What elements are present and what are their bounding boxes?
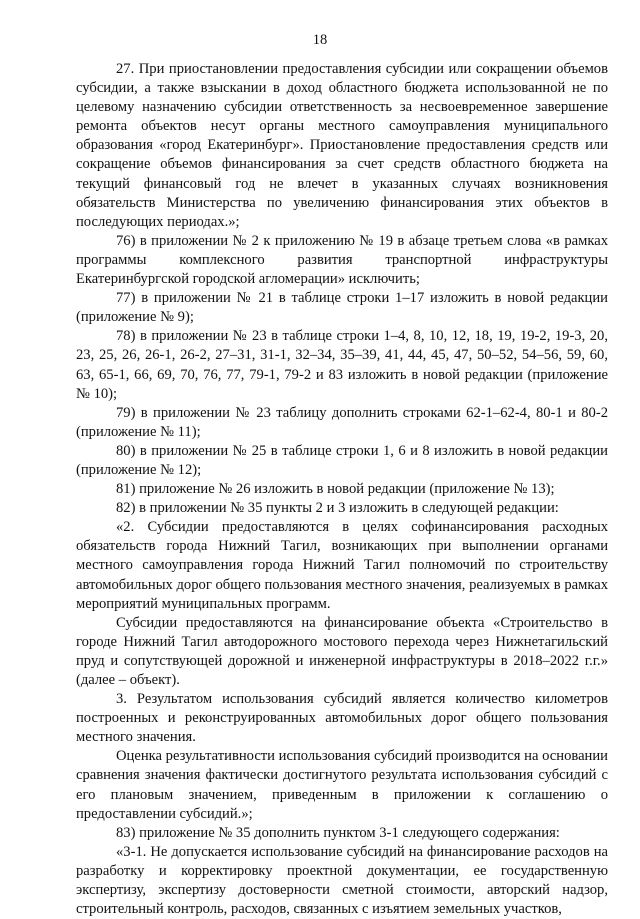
paragraph-80: 80) в приложении № 25 в таблице строки 1, 6 и 8 изложить в новой редакции (приложение № 12); xyxy=(76,442,608,478)
paragraph-object: Субсидии предоставляются на финансирование объекта «Строительство в городе Нижний Тагил автодорожного мостового перехода через Нижнетагильский пруд и сопутствующей дорожной и инженерной инфраструктуры в 2018–2022 г.г.» (далее – объект). xyxy=(76,614,608,688)
paragraph-76: 76) в приложении № 2 к приложению № 19 в абзаце третьем слова «в рамках программы комплексного развития транспортной инфраструктуры Екатеринбургской городской агломерации» исключить; xyxy=(76,232,608,288)
paragraph-82: 82) в приложении № 35 пункты 2 и 3 изложить в следующей редакции: xyxy=(116,500,559,517)
paragraph-point-3: 3. Результатом использования субсидий является количество километров построенных и реконструированных автомобильных дорог общего пользования местного значения. xyxy=(76,691,608,746)
paragraph-78: 78) в приложении № 23 в таблице строки 1–4, 8, 10, 12, 18, 19, 19-2, 19-3, 20, 23, 25, 26, 26-1, 26-2, 27–31, 31-1, 32–34, 35–39, 41, 44, 45, 47, 50–52, 54–56, 59, 60, 63, 65-1, 66, 69, 70, 76, 77, 79-1, 79-2 и 83 изложить в новой редакции (приложение № 10); xyxy=(76,328,608,402)
paragraph-point-2: «2. Субсидии предоставляются в целях софинансирования расходных обязательств города Нижний Тагил, возникающих при выполнении органами местного самоуправления города Нижний Тагил полномочий по строительству автомобильных дорог общего пользования местного значения, реализуемых в рамках мероприятий муниципальных программ. xyxy=(76,519,608,612)
paragraph-evaluation: Оценка результативности использования субсидий производится на основании сравнения значения фактически достигнутого результата использования субсидий с его плановым значением, приведенным в приложении к соглашению о предоставлении субсидий.»; xyxy=(76,748,608,822)
paragraph-79: 79) в приложении № 23 таблицу дополнить строками 62-1–62-4, 80-1 и 80-2 (приложение № 11); xyxy=(76,404,608,440)
page-number: 18 xyxy=(312,32,328,48)
document-body xyxy=(76,60,608,919)
paragraph-83: 83) приложение № 35 дополнить пунктом 3-1 следующего содержания: xyxy=(116,824,560,841)
paragraph-81: 81) приложение № 26 изложить в новой редакции (приложение № 13); xyxy=(116,481,555,498)
paragraph-77: 77) в приложении № 21 в таблице строки 1–17 изложить в новой редакции (приложение № 9); xyxy=(76,290,608,326)
paragraph-point-3-1: «3-1. Не допускается использование субсидий на финансирование расходов на разработку и корректировку проектной документации, ее государственную экспертизу, экспертизу достоверности сметной стоимости, авторский надзор, строительный контроль, расходов, связанных с изъятием земельных участков, xyxy=(76,843,608,918)
paragraph-27: 27. При приостановлении предоставления субсидии или сокращении объемов субсидии, а также взыскании в доход областного бюджета использованной не по целевому назначению субсидии ответственность за несвоевременное завершение ремонта объектов несут органы местного самоуправления муниципального образования «город Екатеринбург». Приостановление предоставления средств или сокращение объемов финансирования за счет средств областного бюджета на текущий финансовый год не влечет в указанных случаях возникновения обязательств Министерства по увеличению финансирования этих объектов в последующих периодах.»; xyxy=(76,61,608,230)
